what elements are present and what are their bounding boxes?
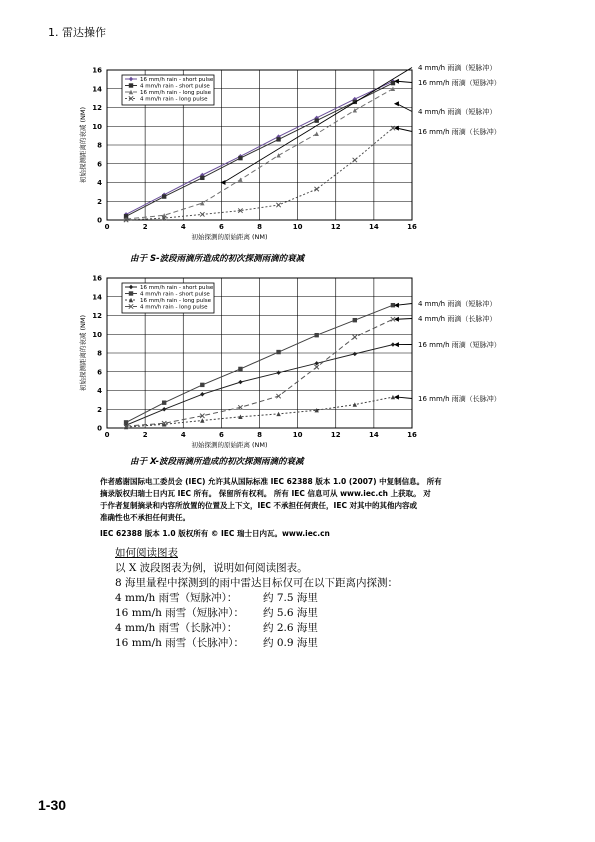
y-tick-label: 14 (92, 293, 102, 302)
s-band-chart (0, 58, 595, 258)
legend-label: 16 mm/h rain - long pulse (140, 90, 212, 96)
x-tick-label: 14 (369, 431, 379, 439)
guide-value: 约 0.9 海里 (263, 637, 318, 649)
guide-line: 以 X 波段图表为例，说明如何阅读图表。 (115, 562, 308, 574)
x-tick-label: 10 (292, 223, 303, 231)
annotation-label: 16 mm/h 雨滴（短脉冲） (418, 79, 501, 87)
y-tick-label: 6 (97, 160, 102, 169)
y-tick-label: 10 (92, 122, 102, 131)
guide-condition: 16 mm/h 雨雪（短脉冲）： (115, 607, 244, 619)
y-tick-label: 0 (97, 216, 102, 225)
x-tick-label: 6 (218, 223, 224, 231)
y-tick-label: 6 (97, 368, 102, 377)
data-point (353, 318, 357, 322)
y-tick-label: 4 (97, 179, 102, 187)
guide-value: 约 2.6 海里 (263, 622, 318, 634)
y-tick-label: 2 (97, 197, 102, 206)
credit-line: 摘录版权归瑞士日内瓦 IEC 所有。 保留所有权利。 所有 IEC 信息可从 www.iec.ch 上获取。 对 (100, 489, 431, 498)
x-band-chart-caption: 由于 X-波段雨滴所造成的初次探测雨滴的衰减 (130, 457, 304, 467)
reading-guide (115, 546, 398, 651)
x-tick-label: 12 (330, 431, 341, 439)
guide-line: 8 海里量程中探测到的雨中雷达目标仅可在以下距离内探测： (115, 577, 399, 589)
y-tick-label: 0 (97, 424, 102, 433)
data-point (200, 383, 204, 387)
guide-row (115, 606, 398, 621)
data-point (200, 176, 204, 180)
x-tick-label: 8 (257, 223, 262, 231)
x-tick-label: 14 (369, 223, 379, 231)
iec-credit-notice (100, 476, 490, 524)
guide-value: 约 5.6 海里 (263, 607, 318, 619)
x-tick-label: 0 (104, 431, 110, 439)
x-tick-label: 10 (292, 431, 303, 439)
annotation-label: 16 mm/h 雨滴（长脉冲） (418, 128, 501, 136)
data-point (129, 83, 133, 87)
x-tick-label: 8 (257, 431, 262, 439)
x-tick-label: 12 (330, 223, 341, 231)
y-axis-label: 初始探测距离的衰减 (NM) (79, 314, 87, 392)
legend-label: 4 mm/h rain - long pulse (140, 304, 208, 311)
guide-title: 如何阅读图表 (115, 547, 178, 559)
y-axis-label: 初始探测距离的衰减 (NM) (79, 106, 87, 184)
data-point (162, 194, 166, 198)
x-tick-label: 4 (180, 223, 186, 231)
x-tick-label: 2 (142, 223, 148, 231)
page-number: 1-30 (38, 797, 67, 813)
x-tick-label: 4 (180, 431, 186, 439)
y-tick-label: 2 (97, 405, 102, 414)
guide-condition: 4 mm/h 雨雪（长脉冲）： (115, 622, 238, 634)
data-point (276, 350, 280, 354)
chart-legend (122, 283, 214, 313)
annotation-label: 4 mm/h 雨滴（短脉冲） (418, 108, 497, 116)
annotation-label: 4 mm/h 雨滴（长脉冲） (418, 315, 497, 323)
legend-label: 16 mm/h rain - long pulse (140, 298, 212, 304)
guide-row (115, 591, 398, 606)
legend-label: 4 mm/h rain - short pulse (140, 83, 210, 90)
legend-label: 4 mm/h rain - long pulse (140, 96, 208, 103)
x-tick-label: 16 (407, 223, 417, 231)
x-axis-label: 初始探测的原始距离 (NM) (191, 233, 268, 241)
data-point (162, 400, 166, 404)
y-tick-label: 16 (92, 274, 102, 283)
x-axis-label: 初始探测的原始距离 (NM) (191, 441, 268, 449)
data-point (238, 156, 242, 160)
annotation-label: 4 mm/h 雨滴（短脉冲） (418, 300, 497, 308)
x-tick-label: 16 (407, 431, 417, 439)
y-tick-label: 12 (92, 312, 102, 320)
guide-condition: 4 mm/h 雨雪（短脉冲）： (115, 592, 238, 604)
annotation-label: 16 mm/h 雨滴（长脉冲） (418, 395, 501, 403)
x-tick-label: 6 (218, 431, 224, 439)
data-point (314, 333, 318, 337)
guide-condition: 16 mm/h 雨雪（长脉冲）： (115, 637, 244, 649)
chart-legend (122, 75, 214, 105)
x-tick-label: 0 (104, 223, 110, 231)
x-band-chart (0, 268, 595, 458)
y-tick-label: 10 (92, 330, 102, 339)
data-point (276, 137, 280, 141)
iec-copyright: IEC 62388 版本 1.0 版权所有 © IEC 瑞士日内瓦。www.iec.cn (100, 529, 330, 538)
legend-label: 16 mm/h rain - short pulse (140, 77, 214, 83)
credit-line: 于作者复制摘录和内容所放置的位置及上下文，IEC 不承担任何责任，IEC 对其中的其他内容或 (100, 501, 418, 510)
y-tick-label: 4 (97, 387, 102, 395)
y-tick-label: 8 (97, 141, 102, 150)
annotation-label: 16 mm/h 雨滴（短脉冲） (418, 341, 501, 349)
data-point (238, 367, 242, 371)
page-header: 1. 雷达操作 (48, 26, 106, 39)
y-tick-label: 14 (92, 85, 102, 94)
annotation-label: 4 mm/h 雨滴（短脉冲） (418, 64, 497, 72)
data-point (391, 81, 395, 85)
data-point (129, 291, 133, 295)
guide-value: 约 7.5 海里 (263, 592, 318, 604)
legend-label: 16 mm/h rain - short pulse (140, 285, 214, 291)
s-band-chart-caption: 由于 S-波段雨滴所造成的初次探测雨滴的衰减 (130, 254, 305, 264)
credit-line: 作者感谢国际电工委员会 (IEC) 允许其从国际标准 IEC 62388 版本 1.0 (2007) 中复制信息。 所有 (100, 477, 442, 486)
y-tick-label: 16 (92, 66, 102, 75)
legend-label: 4 mm/h rain - short pulse (140, 291, 210, 298)
y-tick-label: 8 (97, 349, 102, 358)
x-tick-label: 2 (142, 431, 148, 439)
guide-row (115, 636, 398, 651)
credit-line: 准确性也不承担任何责任。 (100, 513, 190, 522)
y-tick-label: 12 (92, 104, 102, 112)
guide-row (115, 621, 398, 636)
data-point (314, 118, 318, 122)
